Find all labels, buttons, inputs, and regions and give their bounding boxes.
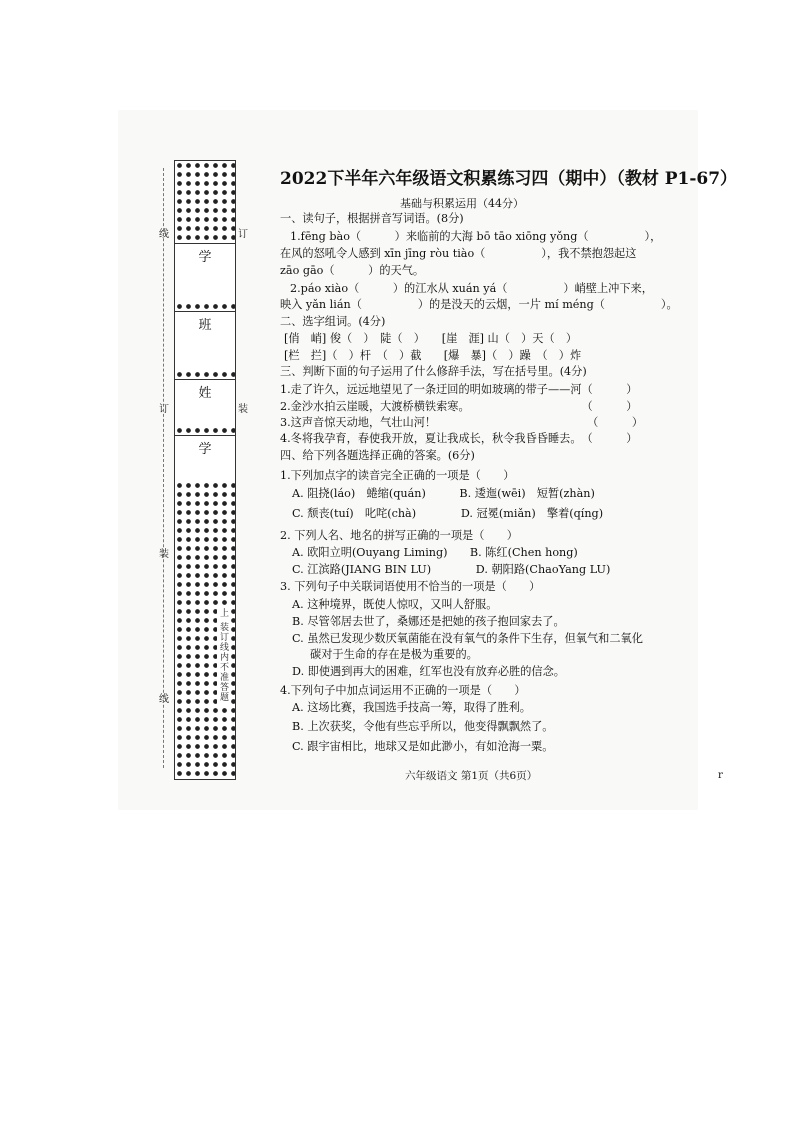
corner-mark: r	[718, 770, 723, 781]
question-heading: 三、判断下面的句子运用了什么修辞手法，写在括号里。(4分)	[280, 365, 587, 378]
question-heading: 四、给下列各题选择正确的答案。(6分)	[280, 449, 475, 462]
class-label: 班	[175, 311, 235, 341]
side-mark: 线	[159, 694, 169, 705]
side-mark: 订	[238, 229, 248, 240]
class-field[interactable]	[175, 340, 235, 370]
star-pattern	[175, 426, 235, 435]
question-line: 3. 下列句子中关联词语使用不恰当的一项是（ ）	[280, 580, 541, 593]
question-line: [栏 拦]（ ）杆 （ ）截 [爆 暴]（ ）躁 （ ）炸	[284, 349, 582, 362]
school-field[interactable]	[175, 272, 235, 302]
student-number-field[interactable]	[175, 464, 235, 481]
question-line: 在风的怒吼令人感到 xīn jīng ròu tiào（ ），我不禁抱怨起这	[280, 247, 637, 260]
question-line: 1.走了许久，远远地望见了一条迂回的明如玻璃的带子——河（ ）	[280, 383, 638, 396]
no-answer-notice: 上 装订线内不准答题	[218, 608, 228, 702]
answer-option: A. 这场比赛，我国选手技高一筹，取得了胜利。	[292, 701, 531, 714]
answer-option: C. 颓丧(tuí) 叱咤(chà) D. 冠冕(miǎn) 擎着(qíng)	[292, 507, 604, 520]
answer-option: C. 虽然已发现少数厌氧菌能在没有氧气的条件下生存，但氧气和二氧化	[292, 632, 643, 645]
answer-option: C. 江滨路(JIANG BIN LU) D. 朝阳路(ChaoYang LU)	[292, 563, 611, 576]
side-mark: 线	[159, 229, 169, 240]
section-subtitle: 基础与积累运用（44分）	[400, 197, 524, 210]
question-line: 2.páo xiào（ ）的江水从 xuán yá（ ）峭壁上冲下来，	[290, 282, 653, 295]
question-line: 2.金沙水拍云崖暖，大渡桥横铁索寒。 （ ）	[280, 400, 638, 413]
question-line: 2. 下列人名、地名的拼写正确的一项是（ ）	[280, 529, 518, 542]
question-line: 1.下列加点字的读音完全正确的一项是（ ）	[280, 469, 515, 482]
side-mark: 订	[159, 404, 169, 415]
answer-option: D. 即使遇到再大的困难，红军也没有放弃必胜的信念。	[292, 665, 565, 678]
question-heading: 一、读句子，根据拼音写词语。(8分)	[280, 212, 464, 225]
question-line: 4.下列句子中加点词运用不正确的一项是（ ）	[280, 684, 526, 697]
answer-option: C. 跟宇宙相比，地球又是如此渺小，有如沧海一粟。	[292, 740, 554, 753]
star-pattern	[175, 302, 235, 311]
student-number-label: 学	[175, 435, 235, 465]
page-title: 2022下半年六年级语文积累练习四（期中）（教材 P1-67）	[280, 169, 738, 189]
answer-option: A. 阻挠(láo) 蜷缩(quán) B. 逶迤(wēi) 短暂(zhàn)	[292, 487, 595, 500]
question-line: 4.冬将我孕育，春使我开放，夏让我成长，秋令我昏昏睡去。 （ ）	[280, 432, 638, 445]
side-mark: 装	[159, 549, 169, 560]
question-line: 3.这声音惊天动地，气壮山河！ （ ）	[280, 416, 644, 429]
name-label: 姓	[175, 379, 235, 409]
binding-cut-line	[163, 168, 164, 768]
star-pattern	[175, 370, 235, 379]
question-line: zāo gāo（ ）的天气。	[280, 264, 425, 277]
answer-option: B. 上次获奖，令他有些忘乎所以，他变得飘飘然了。	[292, 720, 554, 733]
answer-option: 碳对于生命的存在是极为重要的。	[310, 648, 478, 661]
page-footer: 六年级语文 第1页（共6页）	[405, 770, 538, 782]
school-label: 学	[175, 243, 235, 273]
question-heading: 二、选字组词。(4分)	[280, 315, 386, 328]
question-line: [俏 峭] 俊（ ） 陡（ ） [崖 涯] 山（ ）天（ ）	[284, 332, 578, 345]
answer-option: A. 这种境界，既使人惊叹，又叫人舒服。	[292, 598, 498, 611]
binding-strip	[174, 160, 236, 780]
question-line: 映入 yǎn lián（ ）的是没天的云烟，一片 mí méng（ ）。	[280, 298, 678, 311]
answer-option: A. 欧阳立明(Ouyang Liming) B. 陈红(Chen hong)	[292, 546, 578, 559]
side-mark: 装	[238, 404, 248, 415]
question-line: 1.fēng bào（ ）来临前的大海 bō tāo xiōng yǒng（ ），	[290, 230, 662, 243]
answer-option: B. 尽管邻居去世了，桑娜还是把她的孩子抱回家去了。	[292, 615, 565, 628]
star-pattern	[175, 161, 235, 243]
